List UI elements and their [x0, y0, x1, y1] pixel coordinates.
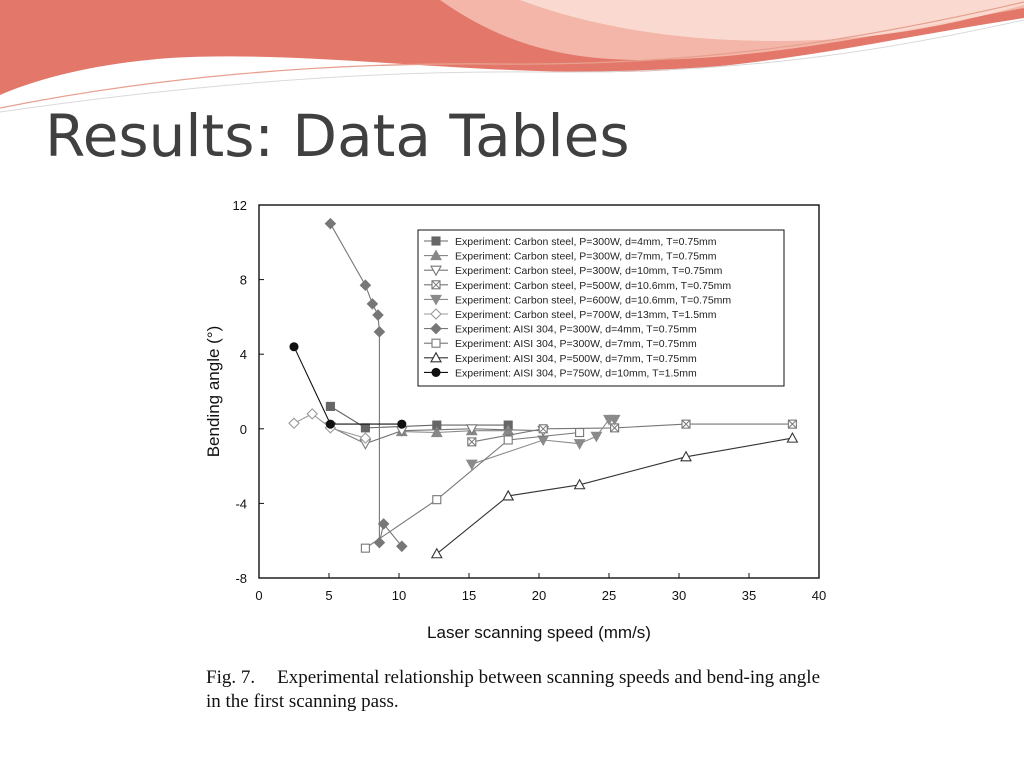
data-point: [432, 549, 442, 558]
series-line: [402, 431, 508, 433]
data-point: [289, 418, 299, 428]
data-point: [374, 327, 384, 337]
series-7: [325, 219, 406, 552]
data-point: [361, 424, 369, 432]
bending-angle-chart: [152, 182, 844, 662]
data-point: [504, 436, 512, 444]
data-point: [373, 310, 383, 320]
data-point: [367, 299, 377, 309]
figure-caption-text: Experimental relationship between scanning speeds and bend-ing angle in the first scanning pass.: [206, 667, 821, 712]
series-1: [326, 402, 512, 431]
x-tick-label: 15: [461, 588, 477, 603]
data-point: [398, 420, 406, 428]
y-tick-label: 4: [239, 347, 247, 363]
data-point: [361, 544, 369, 552]
data-point: [591, 432, 601, 441]
x-tick-label: 25: [601, 588, 617, 603]
data-point: [575, 440, 585, 449]
data-point: [360, 280, 370, 290]
x-tick-label: 20: [531, 588, 547, 603]
y-tick-label: -8: [235, 571, 247, 586]
series-4: [468, 420, 797, 446]
legend-label: Experiment: Carbon steel, P=500W, d=10.6mm, T=0.75mm: [455, 279, 732, 292]
legend-label: Experiment: Carbon steel, P=700W, d=13mm, T=1.5mm: [455, 309, 717, 321]
series-2: [397, 426, 513, 437]
series-5: [467, 415, 620, 469]
data-point: [325, 219, 335, 229]
series-line: [330, 224, 401, 547]
data-point: [433, 496, 441, 504]
data-point: [307, 409, 317, 419]
legend-label: Experiment: Carbon steel, P=300W, d=7mm, T=0.75mm: [455, 250, 717, 263]
legend-marker: [432, 368, 440, 376]
legend-label: Experiment: Carbon steel, P=300W, d=10mm, T=0.75mm: [455, 265, 723, 278]
x-tick-label: 35: [741, 588, 757, 603]
x-tick-label: 30: [671, 588, 687, 603]
y-tick-label: -4: [235, 496, 247, 512]
chart-legend: [418, 230, 784, 386]
x-tick-label: 40: [811, 588, 827, 603]
y-tick-label: 8: [239, 272, 247, 288]
legend-label: Experiment: AISI 304, P=300W, d=4mm, T=0.75mm: [455, 323, 697, 336]
legend-label: Experiment: AISI 304, P=500W, d=7mm, T=0.75mm: [455, 352, 697, 365]
data-point: [787, 433, 797, 442]
y-axis-title: Bending angle (°): [204, 325, 223, 458]
series-10: [290, 343, 406, 428]
x-tick-label: 5: [325, 588, 333, 603]
data-point: [290, 343, 298, 351]
data-point: [576, 429, 584, 437]
x-tick-label: 10: [391, 588, 407, 603]
legend-label: Experiment: AISI 304, P=750W, d=10mm, T=1.5mm: [455, 367, 697, 380]
legend-label: Experiment: AISI 304, P=300W, d=7mm, T=0.75mm: [455, 338, 697, 351]
slide-title: Results: Data Tables: [45, 102, 630, 170]
y-tick-label: 12: [232, 198, 247, 213]
series-9: [432, 433, 798, 558]
series-line: [330, 406, 508, 428]
data-point: [326, 402, 334, 410]
legend-label: Experiment: Carbon steel, P=300W, d=4mm, T=0.75mm: [455, 236, 717, 248]
x-axis-title: Laser scanning speed (mm/s): [427, 623, 651, 642]
legend-marker: [432, 237, 440, 245]
legend-label: Experiment: Carbon steel, P=600W, d=10.6mm, T=0.75mm: [455, 294, 732, 307]
figure-caption-number: Fig. 7.: [206, 667, 256, 688]
y-tick-label: 0: [239, 421, 247, 437]
legend-marker: [432, 339, 440, 347]
series-8: [361, 429, 583, 553]
x-tick-label: 0: [255, 588, 263, 603]
figure-caption: [206, 666, 826, 714]
figure-panel: [152, 182, 844, 718]
data-point: [326, 420, 334, 428]
